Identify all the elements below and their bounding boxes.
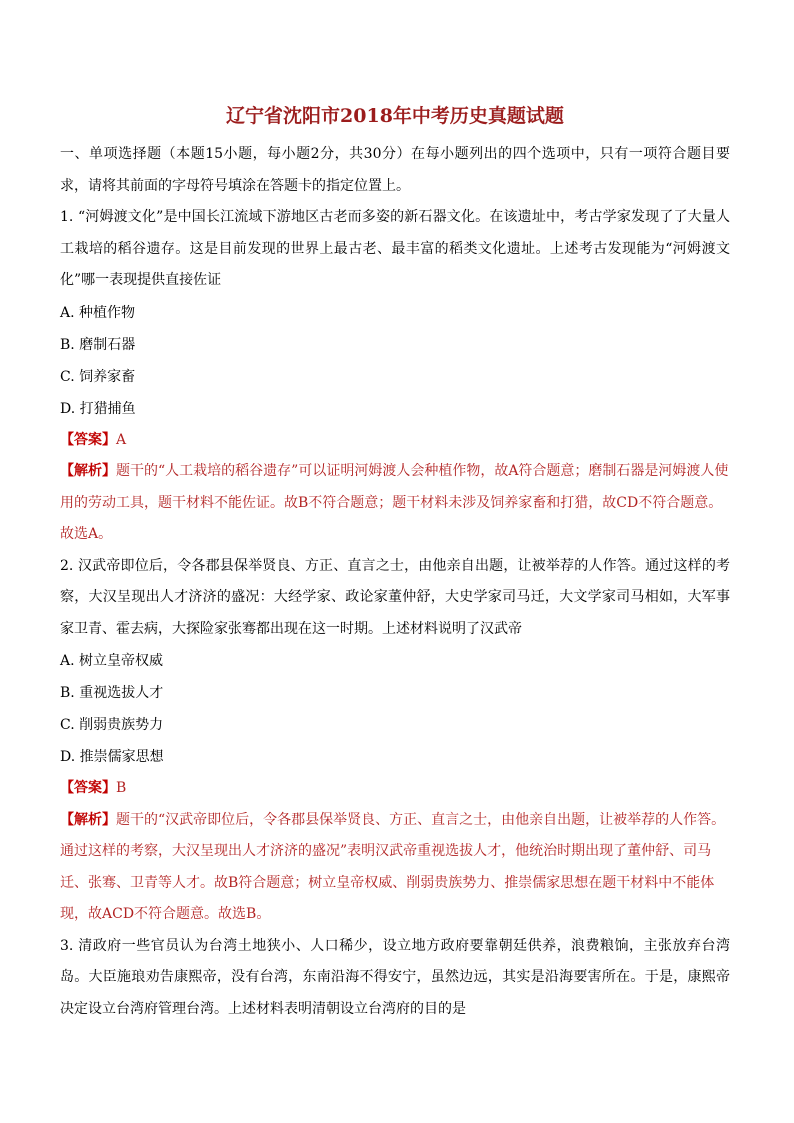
option-a: A. 树立皇帝权威 — [60, 653, 164, 669]
option-c: C. 饲养家畜 — [60, 368, 136, 385]
answer-tag: 【答案】 — [60, 780, 116, 796]
page-title: 辽宁省沈阳市2018年中考历史真题试题 — [226, 105, 564, 127]
analysis-tag: 【解析】 — [60, 811, 116, 828]
question-2 — [60, 551, 730, 931]
analysis-paragraph — [60, 456, 730, 551]
analysis-tag: 【解析】 — [60, 463, 116, 479]
analysis-text: 题干的“汉武帝即位后，令各郡县保举贤良、方正、直言之士，由他亲自出题，让被举荐的人作答。通过这样的考察，大汉呈现出人才济济的盛况”表明汉武帝重视选拔人才，他统治时期出现了董仲舒、司马迁、张骞、卫青等人才。故B符合题意；树立皇帝权威、削弱贵族势力、推崇儒家思想在题干材料中不能体现，故ACD不符合题意。故选B。 — [60, 811, 726, 922]
answer-value: A — [116, 431, 127, 448]
answer-line — [60, 425, 730, 457]
option-d: D. 打猎捕鱼 — [60, 400, 136, 417]
answer-line — [60, 773, 730, 805]
option-b: B. 磨制石器 — [60, 336, 136, 353]
option-a: A. 种植作物 — [60, 304, 136, 321]
answer-tag: 【答案】 — [60, 431, 116, 448]
question-1 — [60, 202, 730, 551]
option-c: C. 削弱贵族势力 — [60, 717, 164, 733]
answer-value: B — [116, 780, 127, 796]
question-stem: 1. “河姆渡文化”是中国长江流域下游地区古老而多姿的新石器文化。在该遗址中，考古学家发现了了大量人工栽培的稻谷遗存。这是目前发现的世界上最古老、最丰富的稻类文化遗址。上述考古发现能为“河姆渡文化”哪一表现提供直接佐证 — [60, 209, 730, 288]
section-intro: 一、单项选择题（本题15小题，每小题2分，共30分）在每小题列出的四个选项中，只有一项符合题目要求，请将其前面的字母符号填涂在答题卡的指定位置上。 — [60, 146, 730, 194]
analysis-text: 题干的“人工栽培的稻谷遗存”可以证明河姆渡人会种植作物，故A符合题意；磨制石器是河姆渡人使用的劳动工具，题干材料不能佐证。故B不符合题意；题干材料未涉及饲养家畜和打猎，故CD不符合题意。故选A。 — [60, 463, 729, 542]
option-b: B. 重视选拔人才 — [60, 685, 164, 701]
analysis-paragraph — [60, 805, 730, 931]
option-d: D. 推崇儒家思想 — [60, 749, 164, 765]
question-stem: 3. 清政府一些官员认为台湾土地狭小、人口稀少，设立地方政府要靠朝廷供养，浪费粮饷，主张放弃台湾岛。大臣施琅劝告康熙帝，没有台湾，东南沿海不得安宁，虽然边远，其实是沿海要害所在。于是，康熙帝决定设立台湾府管理台湾。上述材料表明清朝设立台湾府的目的是 — [60, 937, 730, 1017]
question-3 — [60, 931, 730, 1026]
question-stem: 2. 汉武帝即位后，令各郡县保举贤良、方正、直言之士，由他亲自出题，让被举荐的人作答。通过这样的考察，大汉呈现出人才济济的盛况：大经学家、政论家董仲舒，大史学家司马迁，大文学家司马相如，大军事家卫青、霍去病，大探险家张骞都出现在这一时期。上述材料说明了汉武帝 — [60, 557, 730, 637]
exam-page — [60, 103, 730, 1025]
